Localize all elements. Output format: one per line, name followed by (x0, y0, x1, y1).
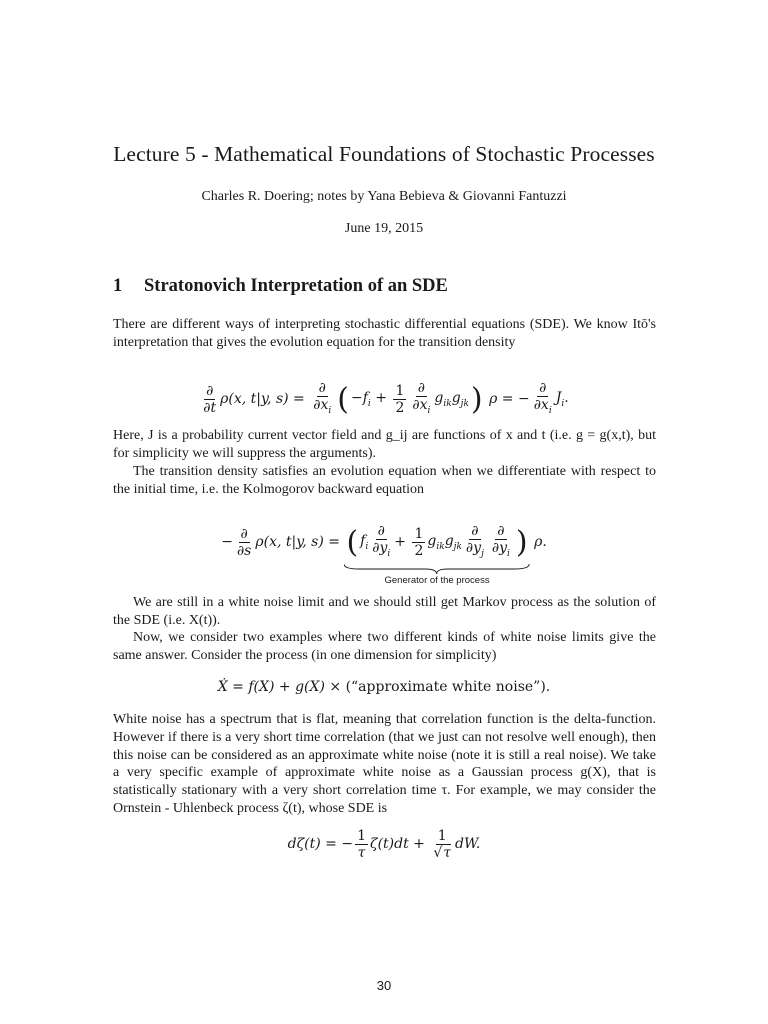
author-line: Charles R. Doering; notes by Yana Bebieva & Giovanni Fantuzzi (201, 189, 567, 204)
paragraph-intro: There are different ways of interpreting stochastic differential equations (SDE). We know Itō's interpretation that gives the evolution equation for the transition density (113, 317, 656, 350)
equation-ou: dζ(t) = − $\frac{1}{\tau}$ ζ(t)dt + $\frac{1}{√\tau}$ dW. (287, 827, 481, 861)
date-line: June 19, 2015 (344, 221, 424, 236)
generator-group: ( $f_i$ $\frac{\partial}{\partial y_i}$ + $\frac{1}{2}$ $g_{ik}g_{jk}$ $\frac{\partial}{\partial y_j}$ $\frac{\partial}{\partial y_i}$ ) Generator of the process (346, 522, 528, 586)
section-title: Stratonovich Interpretation of an SDE (144, 276, 448, 296)
paragraph-current (113, 427, 656, 463)
equation-process: Ẋ = f(X) + g(X) × (“approximate white noise”). (217, 679, 551, 695)
brace-label: Generator of the process (384, 575, 490, 586)
paragraph-white-noise: White noise has a spectrum that is flat, meaning that correlation function is the delta-function. However if there is a very short time correlation (that we just can not resolve well enough), then this noise can be considered as an approximate white noise (note it is still a real noise). We take a very specific example of approximate white noise as a Gaussian process g(X), that is statistically stationary with a very short correlation time τ. For example, we may consider the Ornstein - Uhlenbeck process ζ(t), whose SDE is (113, 712, 656, 816)
section-heading (113, 276, 448, 297)
section-number: 1 (113, 276, 123, 296)
paragraph-current-text: Here, J is a probability current vector field and g_ij are functions of x and t (i.e. g = g(x,t), but for simplicity we will suppress the arguments). (113, 428, 656, 461)
paragraph-examples: Now, we consider two examples where two different kinds of white noise limits give the same answer. Consider the process (in one dimension for simplicity) (113, 630, 656, 663)
paragraph-backward: The transition density satisfies an evolution equation when we differentiate with respect to the initial time, i.e. the Kolmogorov backward equation (113, 464, 656, 497)
equation-backward: − $\frac{\partial}{\partial s}$ ρ(x, t|y, s) = ( $f_i$ $\frac{\partial}{\partial y_i}$ + $\frac{1}{2}$ $g_{ik}g_{jk}$ $\frac{\partial}{\partial y_j}$ $\frac{\partial}{\partial y_i}$ ) Generator of the process ρ. (0, 520, 768, 582)
approximate-white-noise-label: (“approximate white noise”). (345, 679, 551, 695)
equation-forward: $\frac{\partial}{\partial t}$ ρ(x, t|y, s) = $\frac{\partial}{\partial x_i}$ ( $-f_i$ + $\frac{1}{2}$ $\frac{\partial}{\partial x_i}$ $g_{ik}g_{jk}$ ) ρ = − $\frac{\partial}{\partial x_i}$ $J_i$. (203, 379, 569, 417)
paragraph-markov: We are still in a white noise limit and we should still get Markov process as the solution of the SDE (i.e. X(t)). (113, 595, 656, 628)
underbrace-icon (344, 564, 529, 574)
paper-title: Lecture 5 - Mathematical Foundations of Stochastic Processes (113, 142, 655, 166)
page-number: 30 (376, 978, 392, 993)
